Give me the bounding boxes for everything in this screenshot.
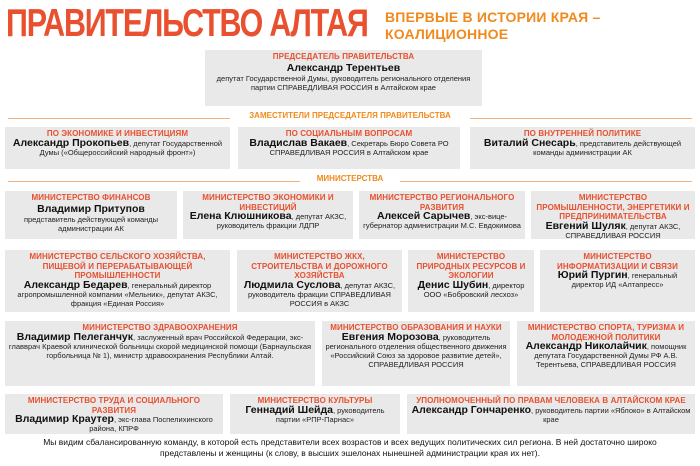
minister-name: Евгений Шуляк	[545, 219, 626, 232]
minister-name: Людмила Суслова	[243, 278, 341, 291]
ministry-card	[531, 191, 695, 239]
chairman-role: ПРЕДСЕДАТЕЛЬ ПРАВИТЕЛЬСТВА	[272, 52, 415, 61]
ministry-role: МИНИСТЕРСТВО ИНФОРМАТИЗАЦИИ И СВЯЗИ	[557, 252, 678, 271]
ministries-heading: МИНИСТЕРСТВА	[300, 174, 400, 183]
deputy-name: Александр Прокопьев	[12, 136, 130, 149]
minister-desc: , депутат АКЗС, СПРАВЕДЛИВАЯ РОССИЯ	[565, 221, 681, 239]
minister-text	[233, 403, 397, 424]
minister-text	[410, 403, 692, 424]
ministry-role: МИНИСТЕРСТВО ЗДРАВООХРАНЕНИЯ	[82, 323, 238, 332]
minister-text	[8, 330, 312, 360]
ministry-role: МИНИСТЕРСТВО ТРУДА И СОЦИАЛЬНОГО РАЗВИТИЯ	[27, 396, 201, 415]
ministry-card	[517, 321, 695, 386]
minister-name: Елена Клюшникова	[189, 210, 292, 222]
minister-desc: , генеральный директор агропромышленной компании «Мельник», депутат АКЗС, фракция «Единая Россия»	[17, 280, 218, 308]
deputy-text	[8, 136, 227, 157]
minister-desc: , заслуженный врач Российской Федерации, экс-главврач Краевой клинической больницы скорой медицинской помощи (Барнаульская горбольница № 1), министр здравоохранения Республики Алтай.	[8, 332, 312, 360]
minister-text	[411, 278, 531, 299]
minister-desc: , депутат АКЗС, руководитель фракции ЛДПР	[216, 212, 347, 230]
minister-text	[240, 278, 399, 308]
deputy-desc: , Секретарь Бюро Совета РО СПРАВЕДЛИВАЯ РОССИЯ в Алтайском крае	[269, 138, 449, 157]
ministry-role: МИНИСТЕРСТВО СПОРТА, ТУРИЗМА И МОЛОДЕЖНОЙ ПОЛИТИКИ	[527, 323, 685, 342]
deputy-card	[238, 127, 460, 169]
ministry-card	[237, 250, 402, 312]
minister-name: Владимир Притупов	[37, 202, 145, 215]
chairman-card	[205, 50, 482, 106]
minister-name: Юрий Пургин	[557, 269, 628, 281]
deputy-text	[241, 136, 457, 157]
deputy-card	[5, 127, 230, 169]
ministry-role: МИНИСТЕРСТВО ЖКХ, СТРОИТЕЛЬСТВА И ДОРОЖНОГО ХОЗЯЙСТВА	[251, 252, 388, 280]
deputy-role: ПО ЭКОНОМИКЕ И ИНВЕСТИЦИЯМ	[46, 129, 189, 138]
ministry-role: УПОЛНОМОЧЕННЫЙ ПО ПРАВАМ ЧЕЛОВЕКА В АЛТАЙСКОМ КРАЕ	[416, 396, 686, 405]
ministry-card	[322, 321, 510, 386]
ministry-card	[5, 250, 230, 312]
minister-desc: , помощник депутата Государственной Думы РФ А.В. Терентьева, СПРАВЕДЛИВАЯ РОССИЯ	[534, 342, 687, 369]
ministry-role: МИНИСТЕРСТВО ПРОМЫШЛЕННОСТИ, ЭНЕРГЕТИКИ И ПРЕДПРИНИМАТЕЛЬСТВА	[536, 193, 690, 221]
minister-name: Александр Николайчик	[525, 340, 647, 352]
minister-desc: , депутат АКЗС, руководитель фракции СПРАВЕДЛИВАЯ РОССИЯ в АКЗС	[248, 280, 396, 308]
ministry-role: МИНИСТЕРСТВО ФИНАНСОВ	[31, 193, 151, 202]
minister-name: Владимир Краутер	[15, 413, 114, 425]
minister-text	[186, 212, 350, 230]
deputy-name: Владислав Вакаев	[249, 136, 348, 149]
minister-text	[325, 330, 507, 369]
minister-text	[534, 219, 692, 240]
ministry-role: МИНИСТЕРСТВО ОБРАЗОВАНИЯ И НАУКИ	[330, 323, 502, 332]
page-title: ПРАВИТЕЛЬСТВО АЛТАЯ	[6, 2, 368, 45]
deputy-role: ПО СОЦИАЛЬНЫМ ВОПРОСАМ	[285, 129, 413, 138]
minister-text	[362, 212, 522, 230]
minister-desc: , экс-глава Поспелихинского района, КПРФ	[89, 415, 213, 433]
ministry-card	[5, 394, 223, 434]
chairman-desc: депутат Государственной Думы, руководитель регионального отделения партии СПРАВЕДЛИВАЯ РОССИЯ в Алтайском крае	[216, 73, 471, 92]
minister-text	[520, 342, 692, 369]
minister-name: Геннадий Шейда	[245, 403, 334, 416]
minister-name: Александр Гончаренко	[411, 403, 532, 416]
footer-note: Мы видим сбалансированную команду, в которой есть представители всех возрастов и всех ведущих политических сил региона. В ней достаточно широко представлены и женщины (к слову, в высших эшелонах нынешней администрации края их нет).	[43, 437, 657, 458]
deputy-text	[473, 136, 692, 157]
minister-desc: представитель действующей команды администрации АК	[23, 214, 159, 233]
ministry-role: МИНИСТЕРСТВО ЭКОНОМИКИ И ИНВЕСТИЦИЙ	[202, 193, 334, 212]
deputy-desc: , депутат Государственной Думы («Общероссийский народный фронт»)	[39, 138, 223, 157]
chairman-name: Александр Терентьев	[286, 61, 401, 74]
ministry-card	[5, 191, 177, 239]
minister-name: Александр Бедарев	[23, 278, 128, 291]
minister-name: Евгения Морозова	[341, 330, 439, 343]
deputies-heading: ЗАМЕСТИТЕЛИ ПРЕДСЕДАТЕЛЯ ПРАВИТЕЛЬСТВА	[230, 111, 470, 120]
page-subtitle: ВПЕРВЫЕ В ИСТОРИИ КРАЯ – КОАЛИЦИОННОЕ	[385, 9, 601, 42]
minister-desc: , руководитель регионального отделения общественного движения «Российский Союз за здоровое развитие детей», СПРАВЕДЛИВАЯ РОССИЯ	[325, 332, 507, 369]
minister-desc: , экс-вице-губернатор администрации М.С. Евдокимова	[363, 212, 521, 230]
ministry-role: МИНИСТЕРСТВО СЕЛЬСКОГО ХОЗЯЙСТВА, ПИЩЕВОЙ И ПЕРЕРАБАТЫВАЮЩЕЙ ПРОМЫШЛЕННОСТИ	[29, 252, 206, 280]
ministry-card	[540, 250, 695, 312]
ministry-card	[359, 191, 525, 239]
ministry-card	[408, 250, 534, 312]
minister-name: Алексей Сарычев	[376, 210, 471, 222]
ministry-card	[230, 394, 400, 434]
ministry-card	[183, 191, 353, 239]
ministry-role: МИНИСТЕРСТВО РЕГИОНАЛЬНОГО РАЗВИТИЯ	[369, 193, 515, 212]
minister-name: Денис Шубин	[417, 278, 489, 291]
ministry-role: МИНИСТЕРСТВО ПРИРОДНЫХ РЕСУРСОВ И ЭКОЛОГИИ	[416, 252, 526, 280]
minister-text	[543, 271, 692, 289]
ministry-card	[407, 394, 695, 434]
deputy-desc: , представитель действующей команды администрации АК	[533, 138, 682, 157]
deputy-card	[470, 127, 695, 169]
minister-desc: , директор ООО «Бобровский лесхоз»	[423, 280, 525, 299]
deputy-name: Виталий Снесарь	[483, 136, 576, 149]
ministry-role: МИНИСТЕРСТВО КУЛЬТУРЫ	[257, 396, 373, 405]
minister-name: Владимир Пелеганчук	[16, 330, 134, 343]
minister-desc: , руководитель партии «Яблоко» в Алтайском крае	[531, 405, 691, 424]
minister-desc: , руководитель партии «РПР-Парнас»	[275, 405, 385, 424]
minister-text	[8, 415, 220, 433]
deputy-role: ПО ВНУТРЕННЕЙ ПОЛИТИКЕ	[523, 129, 642, 138]
ministry-card	[5, 321, 315, 386]
minister-desc: , генеральный директор ИД «Алтапресс»	[571, 271, 678, 289]
minister-text	[8, 278, 227, 308]
